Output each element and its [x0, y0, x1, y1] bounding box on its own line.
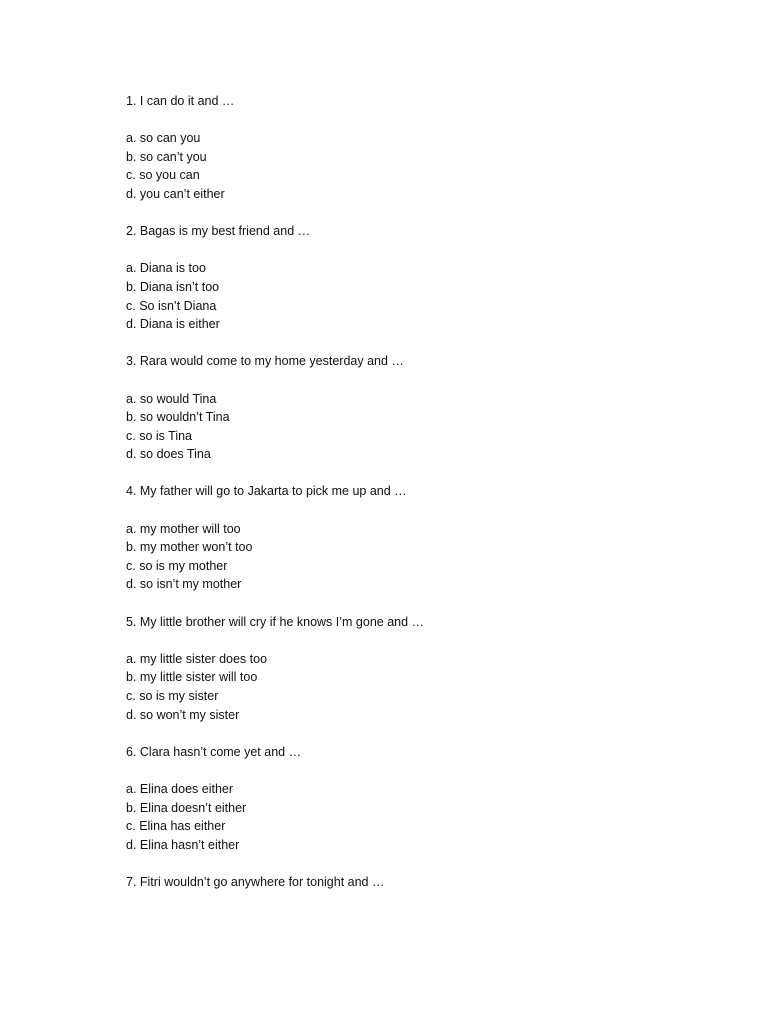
question-block-4 — [126, 482, 726, 594]
option-c: c. So isn’t Diana — [126, 298, 217, 313]
question-block-1 — [126, 92, 726, 204]
document-page — [126, 92, 726, 910]
option-c: c. Elina has either — [126, 819, 226, 834]
option-a: a. so would Tina — [126, 391, 217, 406]
option-a: a. my mother will too — [126, 521, 241, 536]
question-text: 5. My little brother will cry if he knows I’m gone and … — [126, 614, 425, 629]
question-block-7 — [126, 873, 726, 892]
option-c: c. so is my mother — [126, 558, 228, 573]
question-block-3 — [126, 352, 726, 464]
question-block-2 — [126, 222, 726, 334]
options-list — [126, 390, 726, 464]
option-d: d. you can’t either — [126, 186, 225, 201]
question-text: 4. My father will go to Jakarta to pick me up and … — [126, 484, 407, 499]
option-d: d. Elina hasn’t either — [126, 837, 240, 852]
options-list — [126, 129, 726, 203]
option-d: d. Diana is either — [126, 317, 220, 332]
option-c: c. so is Tina — [126, 428, 192, 443]
option-b: b. my little sister will too — [126, 670, 258, 685]
options-list — [126, 650, 726, 724]
option-a: a. Elina does either — [126, 781, 234, 796]
options-list — [126, 259, 726, 333]
option-b: b. so can’t you — [126, 149, 207, 164]
question-text: 3. Rara would come to my home yesterday and … — [126, 354, 404, 369]
option-b: b. Diana isn’t too — [126, 279, 220, 294]
options-list — [126, 780, 726, 854]
option-b: b. so wouldn’t Tina — [126, 410, 230, 425]
option-b: b. my mother won’t too — [126, 540, 253, 555]
options-list — [126, 520, 726, 594]
option-d: d. so won’t my sister — [126, 707, 240, 722]
question-text: 2. Bagas is my best friend and … — [126, 224, 311, 239]
option-c: c. so you can — [126, 168, 200, 183]
option-d: d. so does Tina — [126, 447, 211, 462]
question-block-6 — [126, 743, 726, 855]
question-block-5 — [126, 613, 726, 725]
option-a: a. my little sister does too — [126, 651, 268, 666]
question-text: 1. I can do it and … — [126, 94, 235, 108]
question-text: 7. Fitri wouldn’t go anywhere for tonight and … — [126, 874, 385, 889]
option-a: a. Diana is too — [126, 261, 206, 276]
option-a: a. so can you — [126, 131, 201, 146]
option-b: b. Elina doesn’t either — [126, 800, 247, 815]
option-c: c. so is my sister — [126, 689, 219, 703]
question-text: 6. Clara hasn’t come yet and … — [126, 744, 302, 759]
option-d: d. so isn’t my mother — [126, 577, 242, 592]
